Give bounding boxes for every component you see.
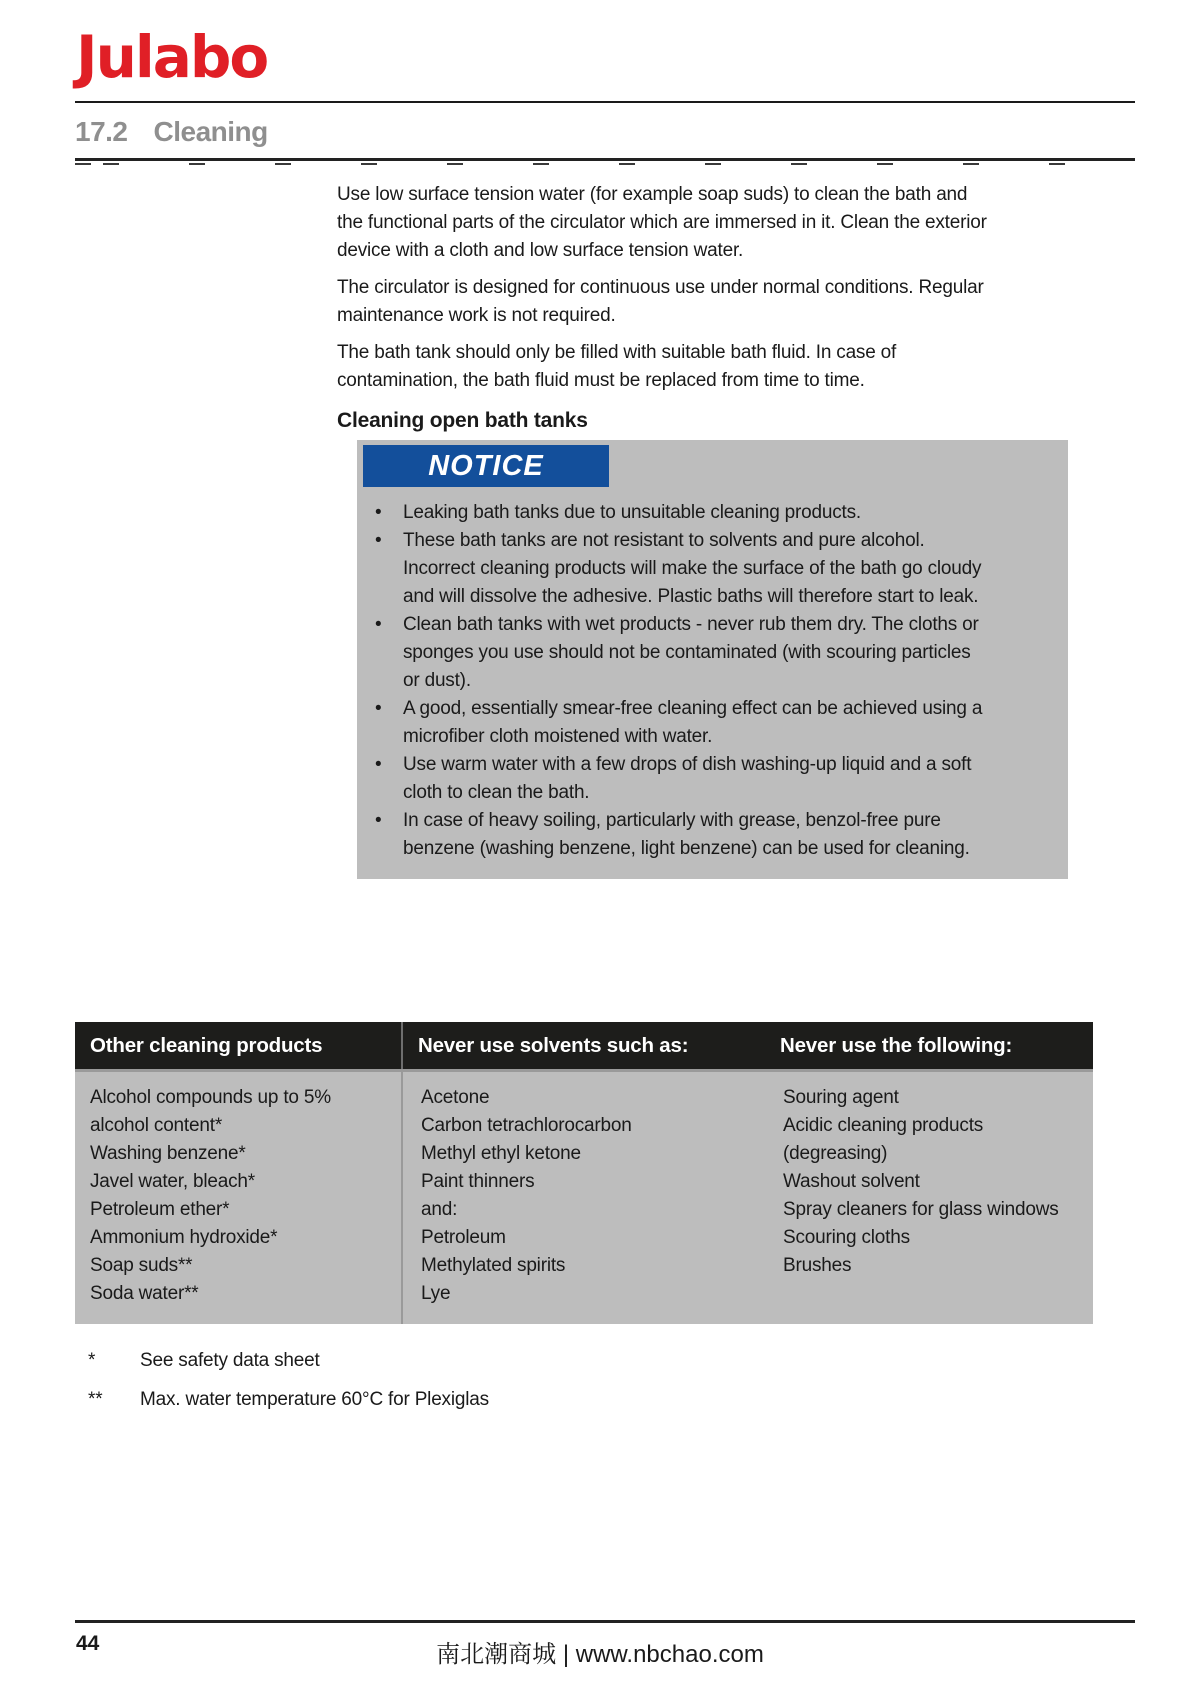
section-heading	[75, 116, 268, 148]
section-rule-dashes	[75, 163, 1135, 165]
section-number: 17.2	[75, 116, 128, 147]
table-cell: Soda water**	[90, 1283, 199, 1304]
section-title: Cleaning	[153, 116, 268, 147]
cleaning-subheading: Cleaning open bath tanks	[337, 409, 588, 432]
notice-bullet-item: • In case of heavy soiling, particularly with grease, benzol-free pure benzene (washing benzene, light benzene) can be used for cleaning.	[357, 807, 992, 863]
notice-bullet-item: • Clean bath tanks with wet products - never rub them dry. The cloths or sponges you use should not be contaminated (with scouring particles or dust).	[357, 611, 992, 695]
notice-bullet-list	[357, 499, 1068, 863]
table-cell: Lye	[421, 1283, 451, 1304]
notice-label: NOTICE	[428, 449, 544, 482]
notice-bullet-item: • Use warm water with a few drops of dish washing-up liquid and a soft cloth to clean the bath.	[357, 751, 992, 807]
notice-badge	[363, 445, 609, 487]
footnotes	[88, 1348, 489, 1426]
footnote-marker: **	[88, 1389, 103, 1410]
section-rule	[75, 158, 1135, 165]
table-cell: Spray cleaners for glass windows	[783, 1199, 1059, 1220]
footnote-row	[88, 1348, 489, 1374]
footer-rule	[75, 1620, 1135, 1623]
table-cell: Petroleum	[421, 1227, 506, 1248]
table-cell: Souring agent	[783, 1087, 899, 1108]
table-cell: Petroleum ether*	[90, 1199, 230, 1220]
paragraph: The bath tank should only be filled with suitable bath fluid. In case of contamination, the bath fluid must be replaced from time to time.	[337, 342, 897, 391]
page-number: 44	[76, 1632, 100, 1655]
table-cell: Acidic cleaning products (degreasing)	[783, 1115, 984, 1164]
table-cell: Carbon tetrachlorocarbon	[421, 1115, 632, 1136]
table-cell: Acetone	[421, 1087, 490, 1108]
table-cell: Ammonium hydroxide*	[90, 1227, 278, 1248]
notice-bullet-item: • These bath tanks are not resistant to solvents and pure alcohol. Incorrect cleaning products will make the surface of the bath go cloudy and will dissolve the adhesive. Plastic baths will therefore start to leak.	[357, 527, 992, 611]
footnote-row	[88, 1387, 489, 1413]
table-body	[75, 1069, 1093, 1324]
paragraph: The circulator is designed for continuous use under normal conditions. Regular maintenance work is not required.	[337, 277, 984, 326]
cleaning-products-table	[75, 1022, 1093, 1324]
table-cell: Methylated spirits	[421, 1255, 566, 1276]
header-rule	[75, 101, 1135, 103]
notice-panel	[357, 440, 1068, 879]
table-cell: Methyl ethyl ketone	[421, 1143, 581, 1164]
table-column-other-products	[75, 1072, 403, 1324]
section-rule-solid	[75, 158, 1135, 161]
table-header-other-products: Other cleaning products	[75, 1022, 403, 1069]
table-cell: Washing benzene*	[90, 1143, 246, 1164]
footnote-text: Max. water temperature 60°C for Plexiglas	[140, 1389, 489, 1410]
body-column	[337, 181, 1070, 879]
table-cell: Paint thinners	[421, 1171, 535, 1192]
paragraph: Use low surface tension water (for example soap suds) to clean the bath and the functional parts of the circulator which are immersed in it. Clean the exterior device with a cloth and low surface tension water.	[337, 184, 987, 261]
table-header-never-solvents: Never use solvents such as:	[418, 1034, 689, 1057]
table-cell: Javel water, bleach*	[90, 1171, 255, 1192]
table-cell: and:	[421, 1199, 458, 1220]
footer-watermark: 南北潮商城 | www.nbchao.com	[436, 1641, 764, 1668]
table-cell: Alcohol compounds up to 5% alcohol content*	[90, 1087, 331, 1136]
notice-bullet-item: • Leaking bath tanks due to unsuitable cleaning products.	[357, 499, 992, 527]
table-header-row	[75, 1022, 1093, 1069]
footnote-marker: *	[88, 1350, 96, 1371]
table-cell: Scouring cloths	[783, 1227, 910, 1248]
julabo-logo: Julabo	[76, 23, 268, 91]
table-cell: Washout solvent	[783, 1171, 920, 1192]
table-cell: Soap suds**	[90, 1255, 193, 1276]
table-column-never-following	[765, 1072, 1093, 1324]
table-header-never-following: Never use the following:	[780, 1034, 1013, 1057]
table-cell: Brushes	[783, 1255, 852, 1276]
notice-bullet-item: • A good, essentially smear-free cleaning effect can be achieved using a microfiber cloth moistened with water.	[357, 695, 992, 751]
footnote-text: See safety data sheet	[140, 1350, 320, 1371]
table-column-never-solvents	[403, 1072, 765, 1324]
